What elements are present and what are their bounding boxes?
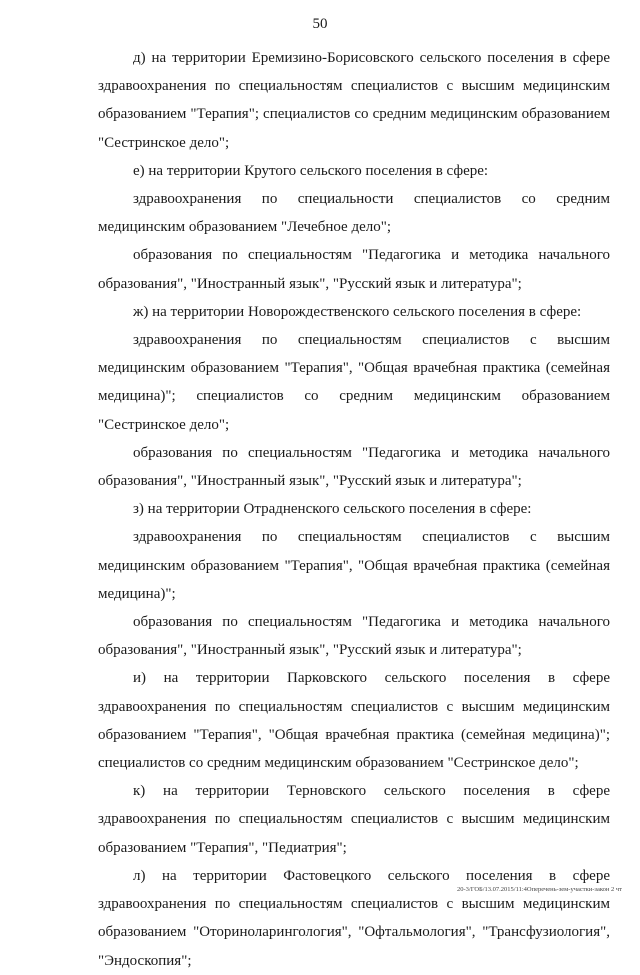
- paragraph-zh-education: образования по специальностям "Педагогика и методика начального образования", "Иностранный язык", "Русский язык и литература";: [98, 444, 610, 490]
- paragraph-e-education: образования по специальностям "Педагогика и методика начального образования", "Иностранный язык", "Русский язык и литература";: [98, 247, 610, 292]
- paragraph-z: з) на территории Отрадненского сельского поселения в сфере:: [133, 501, 532, 518]
- page-number: 50: [312, 16, 328, 32]
- paragraph-zh: ж) на территории Новорождественского сельского поселения в сфере:: [133, 303, 582, 320]
- paragraph-k: к) на территории Терновского сельского поселения в сфере здравоохранения по специальностям специалистов с высшим медицинским образованием "Терапия", "Педиатрия";: [98, 783, 610, 856]
- paragraph-l: л) на территории Фастовецкого сельского поселения в сфере здравоохранения по специальностям специалистов с высшим медицинским образованием "Оториноларингология", "Офтальмология", "Трансфузиология", "Эндоскопия";: [98, 867, 610, 969]
- footer-reference: 20-3/ГОБ/13.07.2015/11:4Оперечень-зем-участки-закон 2 чт: [457, 886, 622, 893]
- paragraph-zh-healthcare: здравоохранения по специальностям специалистов с высшим медицинским образованием "Терапия", "Общая врачебная практика (семейная медицина)"; специалистов со средним медицинским образованием "Сестринское дело";: [98, 332, 610, 433]
- paragraph-i: и) на территории Парковского сельского поселения в сфере здравоохранения по специальностям специалистов с высшим медицинским образованием "Терапия", "Общая врачебная практика (семейная медицина)"; специалистов со средним медицинским образованием "Сестринское дело";: [98, 670, 610, 772]
- paragraph-z-healthcare: здравоохранения по специальностям специалистов с высшим медицинским образованием "Терапия", "Общая врачебная практика (семейная медицина)";: [98, 529, 610, 602]
- paragraph-e: е) на территории Крутого сельского поселения в сфере:: [133, 162, 489, 179]
- document-body: [98, 44, 610, 975]
- paragraph-d: д) на территории Еремизино-Борисовского сельского поселения в сфере здравоохранения по специальностям специалистов с высшим медицинским образованием "Терапия"; специалистов со средним медицинским образованием "Сестринское дело";: [98, 50, 610, 151]
- paragraph-z-education: образования по специальностям "Педагогика и методика начального образования", "Иностранный язык", "Русский язык и литература";: [98, 614, 610, 659]
- paragraph-e-healthcare: здравоохранения по специальности специалистов со средним медицинским образованием "Лечебное дело";: [98, 191, 610, 236]
